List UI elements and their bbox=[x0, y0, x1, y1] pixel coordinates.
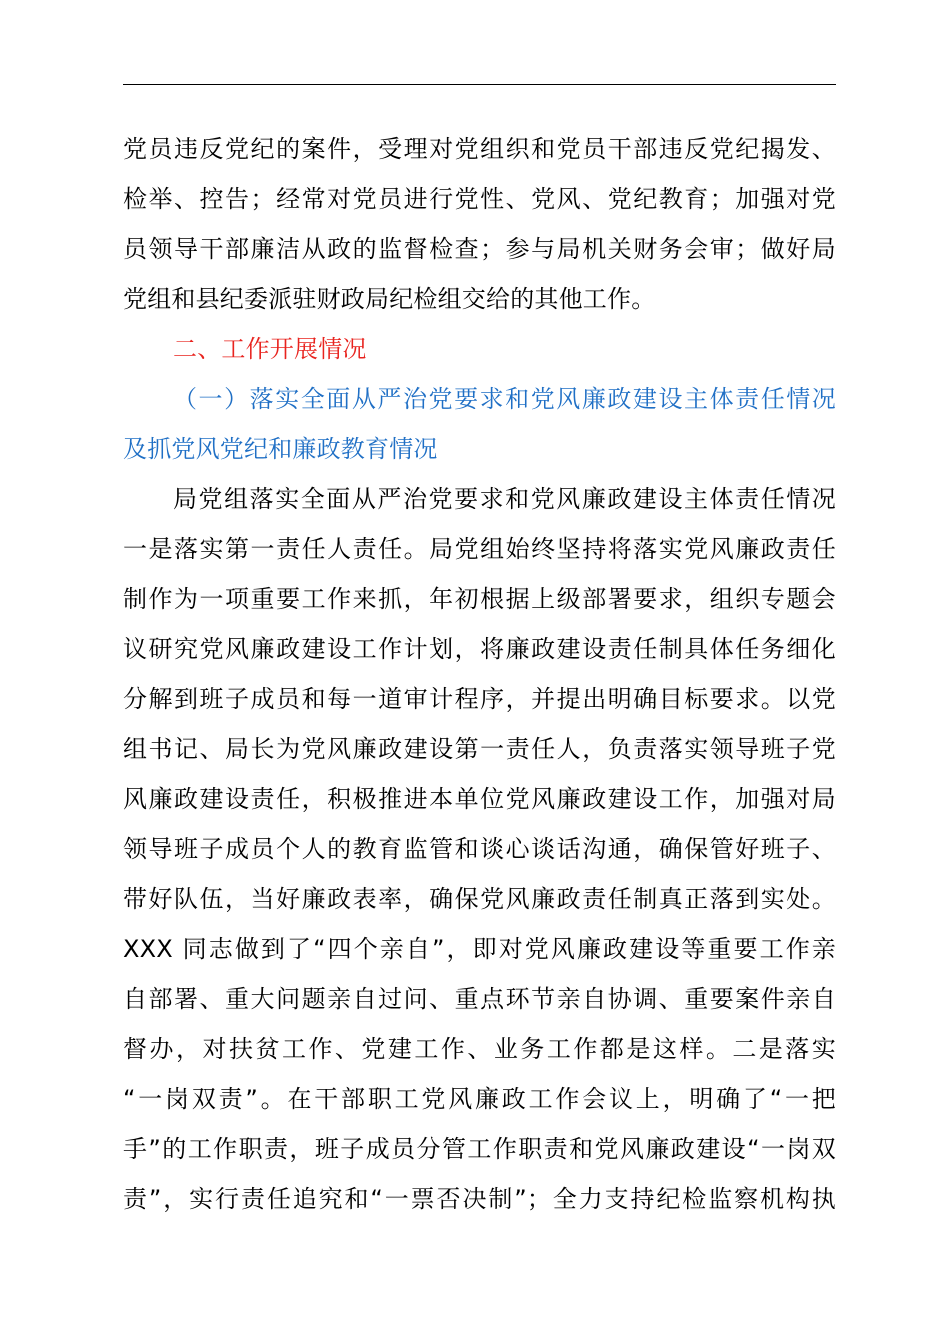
document-body bbox=[123, 124, 836, 1224]
section-heading: 二、工作开展情况 bbox=[173, 335, 367, 363]
text-line: 领导班子成员个人的教育监管和谈心谈话沟通，确保管好班子、 bbox=[123, 835, 836, 863]
text-line: 责”，实行责任追究和“一票否决制”；全力支持纪检监察机构执 bbox=[123, 1185, 836, 1213]
text-line: 自部署、重大问题亲自过问、重点环节亲自协调、重要案件亲自 bbox=[123, 985, 836, 1013]
text-line: 带好队伍，当好廉政表率，确保党风廉政责任制真正落到实处。 bbox=[123, 885, 836, 913]
text-line: 局党组落实全面从严治党要求和党风廉政建设主体责任情况 bbox=[173, 485, 836, 513]
text-line: 分解到班子成员和每一道审计程序，并提出明确目标要求。以党 bbox=[123, 685, 836, 713]
text-line: 督办，对扶贫工作、党建工作、业务工作都是这样。二是落实 bbox=[123, 1035, 836, 1063]
text-line: 检举、控告；经常对党员进行党性、党风、党纪教育；加强对党 bbox=[123, 185, 836, 213]
text-line: XXX 同志做到了“四个亲自”，即对党风廉政建设等重要工作亲 bbox=[123, 935, 836, 963]
text-line: 一是落实第一责任人责任。局党组始终坚持将落实党风廉政责任 bbox=[123, 535, 836, 563]
paragraph-duties-continued bbox=[123, 124, 836, 324]
subheading-line: （一）落实全面从严治党要求和党风廉政建设主体责任情况 bbox=[173, 385, 836, 413]
text-line: 员领导干部廉洁从政的监督检查；参与局机关财务会审；做好局 bbox=[123, 235, 836, 263]
text-line: “一岗双责”。在干部职工党风廉政工作会议上，明确了“一把 bbox=[123, 1085, 836, 1113]
text-line: 议研究党风廉政建设工作计划，将廉政建设责任制具体任务细化 bbox=[123, 635, 836, 663]
text-line: 风廉政建设责任，积极推进本单位党风廉政建设工作，加强对局 bbox=[123, 785, 836, 813]
paragraph-responsibility-details bbox=[123, 474, 836, 1224]
subheading-responsibility bbox=[123, 374, 836, 474]
text-line: 组书记、局长为党风廉政建设第一责任人，负责落实领导班子党 bbox=[123, 735, 836, 763]
text-line: 党员违反党纪的案件，受理对党组织和党员干部违反党纪揭发、 bbox=[123, 135, 836, 163]
text-line: 党组和县纪委派驻财政局纪检组交给的其他工作。 bbox=[123, 285, 656, 313]
subheading-line: 及抓党风党纪和廉政教育情况 bbox=[123, 435, 438, 463]
text-line: 手”的工作职责，班子成员分管工作职责和党风廉政建设“一岗双 bbox=[123, 1135, 836, 1163]
header-rule bbox=[123, 84, 836, 85]
text-line: 制作为一项重要工作来抓，年初根据上级部署要求，组织专题会 bbox=[123, 585, 836, 613]
